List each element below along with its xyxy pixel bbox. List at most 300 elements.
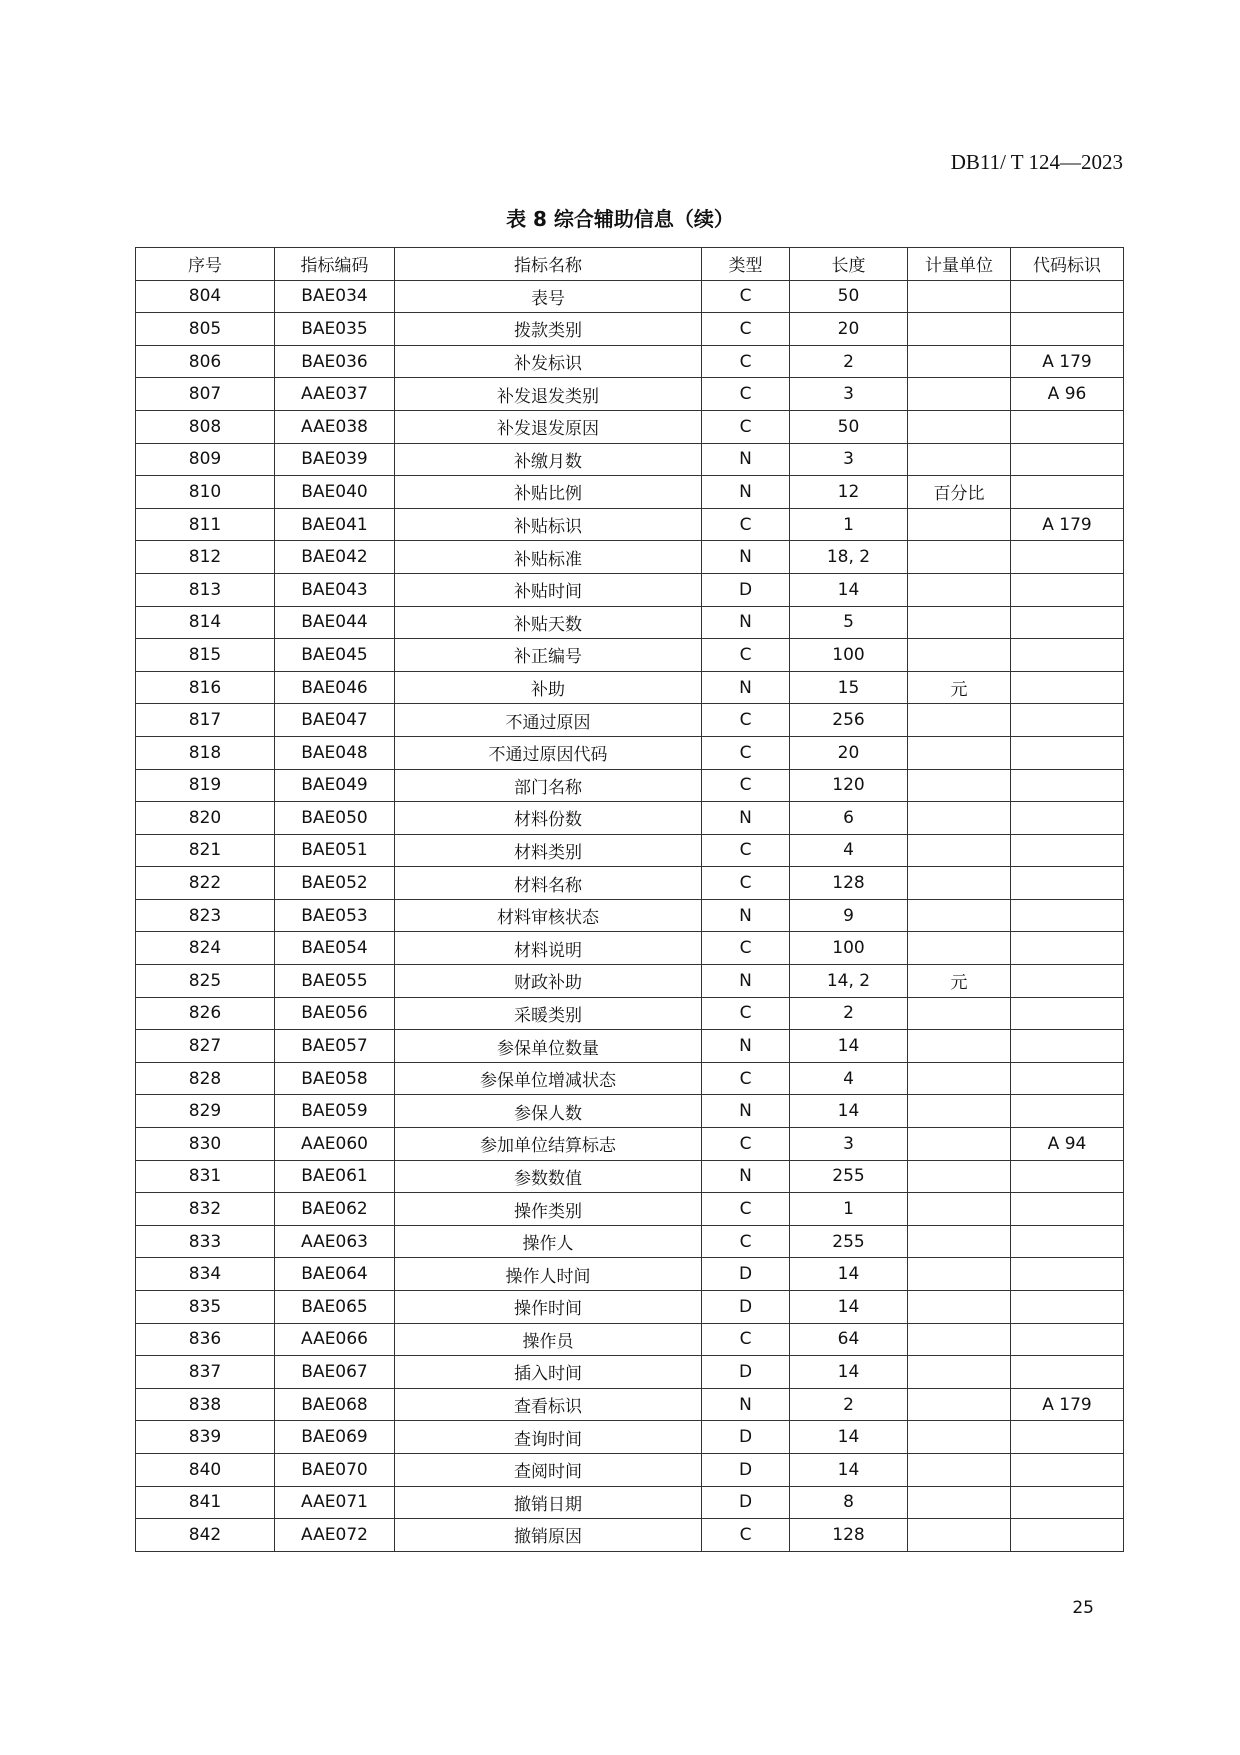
cell-seq-no: 813: [136, 573, 275, 606]
table-row: [136, 834, 1124, 867]
cell-seq-no: 842: [136, 1519, 275, 1552]
cell-indicator-code: BAE050: [275, 802, 395, 835]
table-row: [136, 639, 1124, 672]
cell-length: 64: [790, 1323, 908, 1356]
cell-indicator-code: BAE068: [275, 1388, 395, 1421]
cell-indicator-code: BAE034: [275, 280, 395, 313]
cell-code-identifier: [1011, 802, 1124, 835]
cell-length: 14, 2: [790, 965, 908, 998]
cell-seq-no: 834: [136, 1258, 275, 1291]
cell-type: C: [702, 867, 790, 900]
cell-seq-no: 817: [136, 704, 275, 737]
cell-length: 14: [790, 1030, 908, 1063]
cell-code-identifier: [1011, 1062, 1124, 1095]
cell-length: 4: [790, 1062, 908, 1095]
table-row: [136, 769, 1124, 802]
cell-code-identifier: [1011, 410, 1124, 443]
cell-indicator-name: 查阅时间: [395, 1453, 702, 1486]
cell-indicator-name: 采暖类别: [395, 997, 702, 1030]
cell-seq-no: 806: [136, 345, 275, 378]
cell-code-identifier: [1011, 1030, 1124, 1063]
cell-unit: 元: [908, 965, 1011, 998]
cell-seq-no: 809: [136, 443, 275, 476]
cell-indicator-name: 补发标识: [395, 345, 702, 378]
table-row: [136, 932, 1124, 965]
cell-seq-no: 811: [136, 508, 275, 541]
cell-code-identifier: [1011, 1225, 1124, 1258]
cell-unit: [908, 769, 1011, 802]
cell-indicator-code: AAE066: [275, 1323, 395, 1356]
cell-length: 3: [790, 1128, 908, 1161]
cell-code-identifier: [1011, 965, 1124, 998]
cell-indicator-name: 参数数值: [395, 1160, 702, 1193]
cell-seq-no: 807: [136, 378, 275, 411]
cell-indicator-code: AAE072: [275, 1519, 395, 1552]
cell-seq-no: 829: [136, 1095, 275, 1128]
cell-seq-no: 825: [136, 965, 275, 998]
cell-indicator-code: AAE060: [275, 1128, 395, 1161]
table-row: [136, 443, 1124, 476]
cell-length: 14: [790, 573, 908, 606]
cell-unit: [908, 1388, 1011, 1421]
cell-seq-no: 823: [136, 899, 275, 932]
cell-code-identifier: A 96: [1011, 378, 1124, 411]
cell-indicator-name: 补发退发原因: [395, 410, 702, 443]
table-row: [136, 899, 1124, 932]
cell-seq-no: 837: [136, 1356, 275, 1389]
cell-type: C: [702, 834, 790, 867]
cell-length: 256: [790, 704, 908, 737]
cell-length: 9: [790, 899, 908, 932]
cell-length: 50: [790, 280, 908, 313]
cell-code-identifier: [1011, 639, 1124, 672]
cell-unit: [908, 541, 1011, 574]
cell-type: N: [702, 476, 790, 509]
cell-indicator-name: 操作人时间: [395, 1258, 702, 1291]
cell-code-identifier: [1011, 1453, 1124, 1486]
cell-indicator-name: 补贴天数: [395, 606, 702, 639]
cell-length: 128: [790, 1519, 908, 1552]
cell-indicator-name: 材料审核状态: [395, 899, 702, 932]
cell-seq-no: 816: [136, 671, 275, 704]
cell-indicator-name: 补助: [395, 671, 702, 704]
table-row: [136, 1258, 1124, 1291]
cell-unit: [908, 1486, 1011, 1519]
cell-indicator-name: 撤销原因: [395, 1519, 702, 1552]
cell-length: 14: [790, 1258, 908, 1291]
cell-indicator-code: BAE054: [275, 932, 395, 965]
cell-code-identifier: [1011, 280, 1124, 313]
cell-indicator-code: AAE038: [275, 410, 395, 443]
cell-unit: [908, 704, 1011, 737]
cell-type: D: [702, 1291, 790, 1324]
cell-indicator-code: BAE045: [275, 639, 395, 672]
cell-code-identifier: [1011, 573, 1124, 606]
cell-indicator-name: 部门名称: [395, 769, 702, 802]
cell-seq-no: 804: [136, 280, 275, 313]
cell-indicator-code: BAE042: [275, 541, 395, 574]
cell-code-identifier: [1011, 1323, 1124, 1356]
cell-code-identifier: A 179: [1011, 345, 1124, 378]
cell-code-identifier: [1011, 1291, 1124, 1324]
cell-seq-no: 820: [136, 802, 275, 835]
cell-unit: [908, 639, 1011, 672]
table-row: [136, 704, 1124, 737]
cell-indicator-code: BAE046: [275, 671, 395, 704]
cell-code-identifier: [1011, 834, 1124, 867]
table-row: [136, 1421, 1124, 1454]
cell-length: 128: [790, 867, 908, 900]
cell-indicator-name: 材料名称: [395, 867, 702, 900]
cell-indicator-name: 表号: [395, 280, 702, 313]
cell-code-identifier: [1011, 313, 1124, 346]
cell-seq-no: 832: [136, 1193, 275, 1226]
cell-type: N: [702, 671, 790, 704]
cell-indicator-name: 操作员: [395, 1323, 702, 1356]
table-row: [136, 1095, 1124, 1128]
cell-unit: [908, 378, 1011, 411]
table-row: [136, 606, 1124, 639]
cell-indicator-code: BAE055: [275, 965, 395, 998]
header-row: [136, 248, 1124, 281]
table-row: [136, 476, 1124, 509]
cell-seq-no: 819: [136, 769, 275, 802]
table-header: [136, 248, 1124, 281]
cell-indicator-code: BAE047: [275, 704, 395, 737]
cell-unit: [908, 1323, 1011, 1356]
cell-indicator-name: 操作类别: [395, 1193, 702, 1226]
cell-type: C: [702, 1193, 790, 1226]
cell-length: 8: [790, 1486, 908, 1519]
table-row: [136, 1062, 1124, 1095]
cell-indicator-code: BAE052: [275, 867, 395, 900]
document-code: DB11/ T 124—2023: [950, 150, 1123, 174]
cell-indicator-code: BAE036: [275, 345, 395, 378]
cell-indicator-code: AAE037: [275, 378, 395, 411]
cell-seq-no: 838: [136, 1388, 275, 1421]
cell-length: 18, 2: [790, 541, 908, 574]
cell-code-identifier: [1011, 1421, 1124, 1454]
table-row: [136, 671, 1124, 704]
cell-indicator-code: BAE041: [275, 508, 395, 541]
cell-length: 50: [790, 410, 908, 443]
cell-code-identifier: [1011, 736, 1124, 769]
cell-type: N: [702, 1388, 790, 1421]
cell-unit: [908, 1421, 1011, 1454]
cell-unit: [908, 834, 1011, 867]
cell-length: 3: [790, 378, 908, 411]
table-body: [136, 280, 1124, 1551]
cell-unit: [908, 1062, 1011, 1095]
cell-length: 1: [790, 1193, 908, 1226]
cell-indicator-code: BAE051: [275, 834, 395, 867]
cell-indicator-name: 补贴比例: [395, 476, 702, 509]
cell-length: 100: [790, 639, 908, 672]
cell-indicator-name: 操作时间: [395, 1291, 702, 1324]
cell-code-identifier: [1011, 1356, 1124, 1389]
cell-indicator-name: 不通过原因: [395, 704, 702, 737]
table-row: [136, 1291, 1124, 1324]
cell-indicator-name: 补贴标准: [395, 541, 702, 574]
cell-indicator-name: 补贴标识: [395, 508, 702, 541]
cell-seq-no: 827: [136, 1030, 275, 1063]
cell-type: C: [702, 639, 790, 672]
cell-seq-no: 815: [136, 639, 275, 672]
table-row: [136, 1128, 1124, 1161]
cell-type: C: [702, 704, 790, 737]
cell-type: D: [702, 1356, 790, 1389]
cell-type: D: [702, 1421, 790, 1454]
table-row: [136, 1453, 1124, 1486]
cell-code-identifier: [1011, 1258, 1124, 1291]
column-header-length: 长度: [790, 248, 908, 281]
cell-indicator-code: BAE062: [275, 1193, 395, 1226]
table-row: [136, 1486, 1124, 1519]
cell-type: C: [702, 1128, 790, 1161]
cell-indicator-name: 参加单位结算标志: [395, 1128, 702, 1161]
cell-type: C: [702, 932, 790, 965]
cell-code-identifier: [1011, 932, 1124, 965]
cell-seq-no: 830: [136, 1128, 275, 1161]
cell-code-identifier: [1011, 541, 1124, 574]
cell-type: C: [702, 997, 790, 1030]
cell-type: C: [702, 410, 790, 443]
cell-unit: [908, 1193, 1011, 1226]
cell-unit: [908, 802, 1011, 835]
cell-type: N: [702, 965, 790, 998]
cell-code-identifier: A 179: [1011, 508, 1124, 541]
cell-code-identifier: [1011, 1519, 1124, 1552]
cell-indicator-code: BAE069: [275, 1421, 395, 1454]
cell-length: 14: [790, 1291, 908, 1324]
cell-length: 14: [790, 1421, 908, 1454]
cell-indicator-code: BAE049: [275, 769, 395, 802]
cell-type: C: [702, 1062, 790, 1095]
cell-seq-no: 831: [136, 1160, 275, 1193]
cell-code-identifier: A 179: [1011, 1388, 1124, 1421]
cell-type: D: [702, 1258, 790, 1291]
cell-indicator-code: AAE063: [275, 1225, 395, 1258]
table-row: [136, 313, 1124, 346]
table-row: [136, 1225, 1124, 1258]
cell-seq-no: 841: [136, 1486, 275, 1519]
cell-length: 15: [790, 671, 908, 704]
cell-unit: [908, 573, 1011, 606]
table-row: [136, 965, 1124, 998]
cell-type: C: [702, 736, 790, 769]
cell-seq-no: 835: [136, 1291, 275, 1324]
cell-type: N: [702, 1095, 790, 1128]
cell-type: C: [702, 769, 790, 802]
cell-indicator-code: BAE039: [275, 443, 395, 476]
cell-type: D: [702, 1486, 790, 1519]
cell-type: C: [702, 378, 790, 411]
cell-unit: [908, 1519, 1011, 1552]
cell-code-identifier: A 94: [1011, 1128, 1124, 1161]
cell-code-identifier: [1011, 1193, 1124, 1226]
cell-indicator-name: 查看标识: [395, 1388, 702, 1421]
cell-indicator-name: 补正编号: [395, 639, 702, 672]
table-row: [136, 1388, 1124, 1421]
cell-unit: [908, 899, 1011, 932]
cell-length: 14: [790, 1453, 908, 1486]
cell-type: N: [702, 1160, 790, 1193]
cell-indicator-code: BAE064: [275, 1258, 395, 1291]
cell-unit: [908, 1030, 1011, 1063]
cell-unit: [908, 1356, 1011, 1389]
cell-type: C: [702, 1323, 790, 1356]
table-row: [136, 997, 1124, 1030]
table-row: [136, 541, 1124, 574]
cell-length: 12: [790, 476, 908, 509]
cell-code-identifier: [1011, 1486, 1124, 1519]
cell-length: 14: [790, 1356, 908, 1389]
cell-length: 6: [790, 802, 908, 835]
table-row: [136, 410, 1124, 443]
cell-code-identifier: [1011, 606, 1124, 639]
cell-code-identifier: [1011, 443, 1124, 476]
cell-indicator-code: BAE040: [275, 476, 395, 509]
data-table: [135, 247, 1124, 1552]
cell-indicator-name: 参保单位数量: [395, 1030, 702, 1063]
cell-code-identifier: [1011, 671, 1124, 704]
cell-indicator-code: BAE057: [275, 1030, 395, 1063]
cell-seq-no: 828: [136, 1062, 275, 1095]
cell-unit: [908, 736, 1011, 769]
cell-seq-no: 818: [136, 736, 275, 769]
cell-type: N: [702, 899, 790, 932]
cell-type: C: [702, 313, 790, 346]
cell-type: C: [702, 508, 790, 541]
cell-length: 20: [790, 736, 908, 769]
cell-unit: [908, 443, 1011, 476]
cell-unit: [908, 1128, 1011, 1161]
cell-indicator-name: 材料说明: [395, 932, 702, 965]
cell-unit: [908, 1225, 1011, 1258]
cell-type: N: [702, 1030, 790, 1063]
table-row: [136, 1160, 1124, 1193]
cell-type: D: [702, 1453, 790, 1486]
cell-indicator-code: BAE056: [275, 997, 395, 1030]
cell-length: 1: [790, 508, 908, 541]
cell-indicator-name: 拨款类别: [395, 313, 702, 346]
cell-seq-no: 840: [136, 1453, 275, 1486]
table-row: [136, 378, 1124, 411]
cell-type: N: [702, 606, 790, 639]
cell-indicator-name: 补缴月数: [395, 443, 702, 476]
cell-indicator-name: 操作人: [395, 1225, 702, 1258]
cell-code-identifier: [1011, 704, 1124, 737]
cell-type: N: [702, 541, 790, 574]
table-row: [136, 573, 1124, 606]
cell-type: D: [702, 573, 790, 606]
cell-indicator-name: 材料份数: [395, 802, 702, 835]
column-header-indicator-name: 指标名称: [395, 248, 702, 281]
cell-unit: [908, 508, 1011, 541]
table-title: 表 8 综合辅助信息（续）: [506, 207, 734, 231]
table-row: [136, 867, 1124, 900]
table-row: [136, 1356, 1124, 1389]
cell-indicator-code: BAE043: [275, 573, 395, 606]
cell-code-identifier: [1011, 1160, 1124, 1193]
cell-unit: [908, 867, 1011, 900]
cell-code-identifier: [1011, 769, 1124, 802]
cell-indicator-name: 材料类别: [395, 834, 702, 867]
cell-unit: [908, 606, 1011, 639]
cell-type: N: [702, 443, 790, 476]
cell-indicator-name: 不通过原因代码: [395, 736, 702, 769]
cell-unit: [908, 1291, 1011, 1324]
cell-unit: [908, 1095, 1011, 1128]
cell-indicator-code: BAE053: [275, 899, 395, 932]
cell-indicator-code: BAE044: [275, 606, 395, 639]
cell-unit: [908, 997, 1011, 1030]
cell-indicator-code: BAE061: [275, 1160, 395, 1193]
cell-indicator-code: BAE067: [275, 1356, 395, 1389]
cell-code-identifier: [1011, 476, 1124, 509]
cell-unit: [908, 1160, 1011, 1193]
cell-code-identifier: [1011, 1095, 1124, 1128]
cell-seq-no: 822: [136, 867, 275, 900]
cell-seq-no: 836: [136, 1323, 275, 1356]
cell-seq-no: 812: [136, 541, 275, 574]
cell-type: C: [702, 1519, 790, 1552]
cell-seq-no: 826: [136, 997, 275, 1030]
cell-indicator-name: 插入时间: [395, 1356, 702, 1389]
table-row: [136, 508, 1124, 541]
cell-length: 2: [790, 997, 908, 1030]
cell-indicator-name: 补发退发类别: [395, 378, 702, 411]
cell-seq-no: 824: [136, 932, 275, 965]
table-row: [136, 1323, 1124, 1356]
cell-seq-no: 805: [136, 313, 275, 346]
cell-code-identifier: [1011, 867, 1124, 900]
cell-type: C: [702, 280, 790, 313]
cell-unit: 百分比: [908, 476, 1011, 509]
cell-length: 5: [790, 606, 908, 639]
table-row: [136, 802, 1124, 835]
column-header-unit: 计量单位: [908, 248, 1011, 281]
cell-seq-no: 810: [136, 476, 275, 509]
cell-length: 4: [790, 834, 908, 867]
table-row: [136, 345, 1124, 378]
cell-indicator-name: 撤销日期: [395, 1486, 702, 1519]
table-row: [136, 1193, 1124, 1226]
cell-indicator-code: BAE065: [275, 1291, 395, 1324]
page-number: 25: [1072, 1598, 1094, 1618]
cell-length: 2: [790, 1388, 908, 1421]
cell-length: 255: [790, 1160, 908, 1193]
cell-indicator-name: 参保单位增减状态: [395, 1062, 702, 1095]
cell-unit: [908, 313, 1011, 346]
cell-unit: [908, 280, 1011, 313]
cell-length: 2: [790, 345, 908, 378]
cell-unit: [908, 1453, 1011, 1486]
cell-unit: 元: [908, 671, 1011, 704]
cell-unit: [908, 345, 1011, 378]
cell-seq-no: 839: [136, 1421, 275, 1454]
column-header-seq-no: 序号: [136, 248, 275, 281]
cell-unit: [908, 410, 1011, 443]
cell-seq-no: 821: [136, 834, 275, 867]
cell-seq-no: 808: [136, 410, 275, 443]
cell-length: 255: [790, 1225, 908, 1258]
cell-indicator-code: BAE070: [275, 1453, 395, 1486]
cell-type: C: [702, 1225, 790, 1258]
cell-unit: [908, 1258, 1011, 1291]
cell-type: N: [702, 802, 790, 835]
table-row: [136, 1030, 1124, 1063]
